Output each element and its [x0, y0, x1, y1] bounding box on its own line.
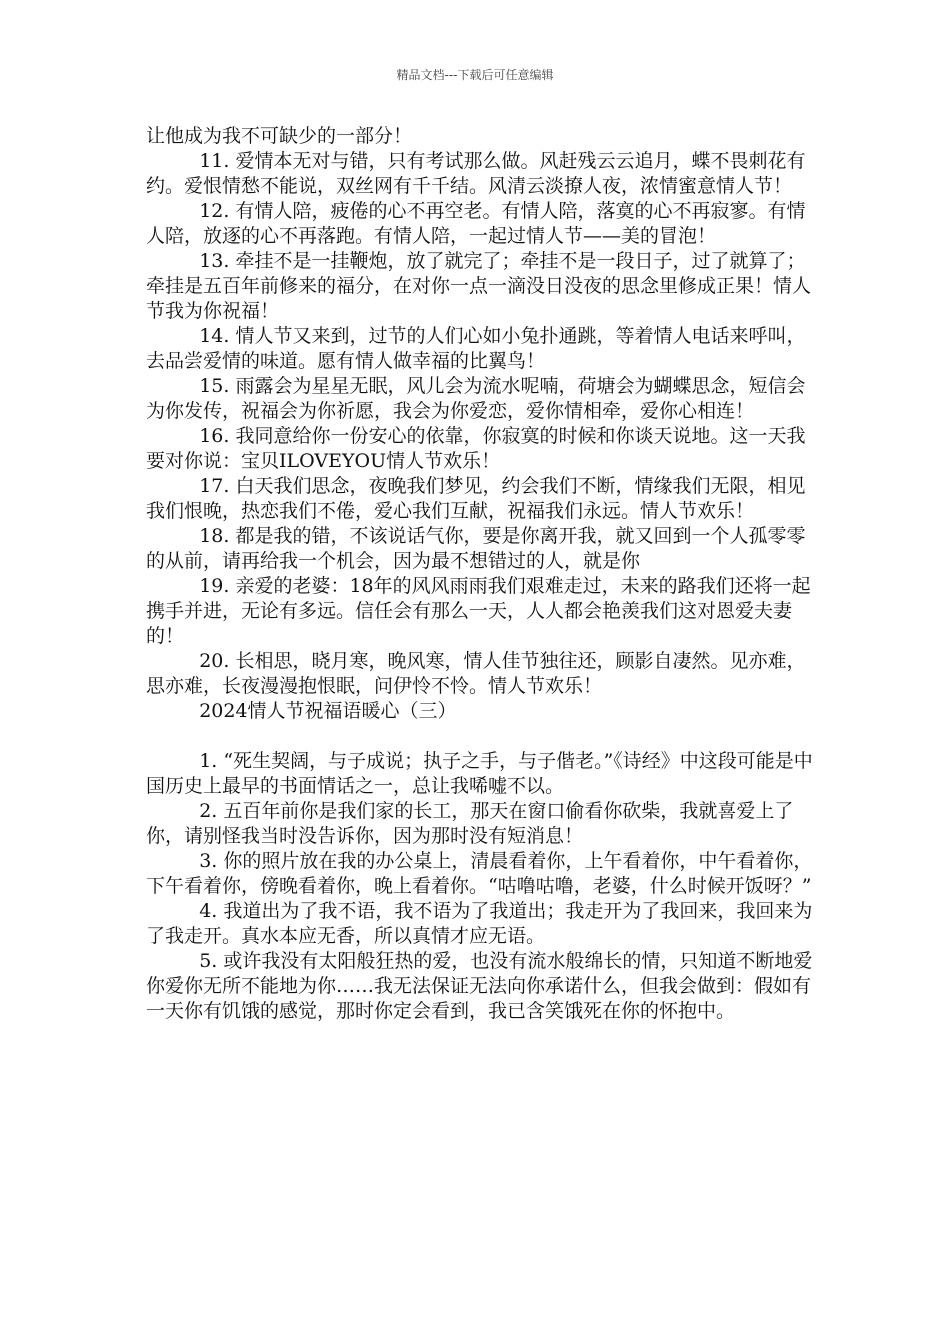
- page-header: 精品文档---下载后可任意编辑: [396, 68, 554, 82]
- list-item: 2. 五百年前你是我们家的长工，那天在窗口偷看你砍柴，我就喜爱上了你，请别怪我当时没告诉你，因为那时没有短消息！: [146, 800, 794, 847]
- intro-line: 让他成为我不可缺少的一部分！: [146, 125, 413, 147]
- list-item: 1. “死生契阔，与子成说；执子之手，与子偕老。”《诗经》中这段可能是中国历史上最早的书面情话之一，总让我唏嘘不以。: [146, 750, 813, 797]
- list-item: 16. 我同意给你一份安心的依靠，你寂寞的时候和你谈天说地。这一天我要对你说：宝贝ILOVEYOU情人节欢乐！: [146, 425, 806, 472]
- list-item: 15. 雨露会为星星无眠，风儿会为流水呢喃，荷塘会为蝴蝶思念，短信会为你发传，祝福会为你祈愿，我会为你爱恋，爱你情相牵，爱你心相连！: [146, 375, 806, 422]
- list-item: 20. 长相思，晓月寒，晚风寒，情人佳节独往还，顾影自凄然。见亦难，思亦难，长夜漫漫抱恨眠，问伊怜不怜。情人节欢乐！: [146, 650, 806, 697]
- list-item: 5. 或许我没有太阳般狂热的爱，也没有流水般绵长的情，只知道不断地爱你爱你无所不能地为你……我无法保证无法向你承诺什么，但我会做到：假如有一天你有饥饿的感觉，那时你定会看到，我已含笑饿死在你的怀抱中。: [146, 950, 813, 1022]
- list-item: 17. 白天我们思念，夜晚我们梦见，约会我们不断，情缘我们无限，相见我们恨晚，热恋我们不倦，爱心我们互献，祝福我们永远。情人节欢乐！: [146, 475, 806, 522]
- list-item: 19. 亲爱的老婆：18年的风风雨雨我们艰难走过，未来的路我们还将一起携手并进，无论有多远。信任会有那么一天，人人都会艳羡我们这对恩爱夫妻的！: [146, 575, 811, 647]
- list-item: 18. 都是我的错，不该说话气你，要是你离开我，就又回到一个人孤零零的从前，请再给我一个机会，因为最不想错过的人，就是你: [146, 525, 806, 572]
- section-heading: 2024情人节祝福语暖心（三）: [199, 700, 457, 722]
- list-item: 11. 爱情本无对与错，只有考试那么做。风赶残云云追月，蝶不畏刺花有约。爱恨情愁不能说，双丝网有千千结。风清云淡撩人夜，浓情蜜意情人节！: [146, 150, 806, 197]
- list-item: 3. 你的照片放在我的办公桌上，清晨看着你，上午看着你，中午看着你，下午看着你，傍晚看着你，晚上看着你。“咕噜咕噜，老婆，什么时候开饭呀？”: [146, 850, 813, 897]
- list-item: 12. 有情人陪，疲倦的心不再空老。有情人陪，落寞的心不再寂寥。有情人陪，放逐的心不再落跑。有情人陪，一起过情人节——美的冒泡！: [146, 200, 806, 247]
- spacer: [146, 724, 822, 749]
- document-body: [146, 124, 822, 1024]
- list-item: 13. 牵挂不是一挂鞭炮，放了就完了；牵挂不是一段日子，过了就算了；牵挂是五百年前修来的福分，在对你一点一滴没日没夜的思念里修成正果！情人节我为你祝福！: [146, 250, 812, 322]
- list-item: 14. 情人节又来到，过节的人们心如小兔扑通跳，等着情人电话来呼叫，去品尝爱情的味道。愿有情人做幸福的比翼鸟！: [146, 325, 806, 372]
- list-item: 4. 我道出为了我不语，我不语为了我道出；我走开为了我回来，我回来为了我走开。真水本应无香，所以真情才应无语。: [146, 900, 813, 947]
